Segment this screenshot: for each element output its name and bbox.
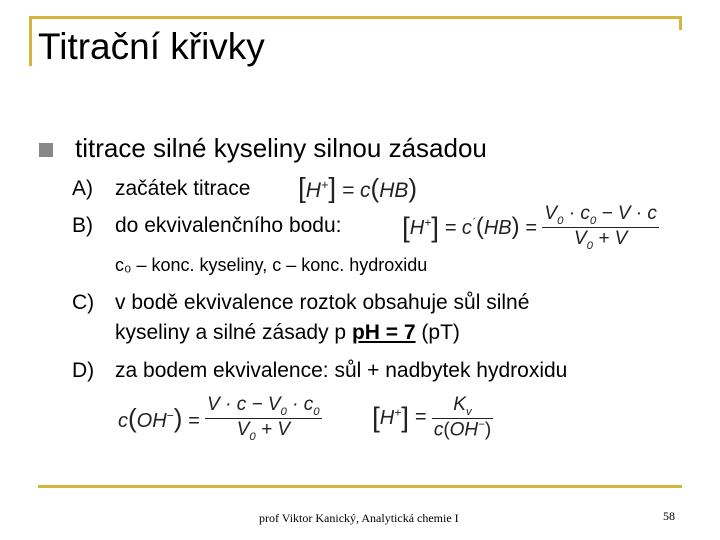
bullet-square-icon: [39, 143, 53, 157]
item-c-line2: [115, 322, 460, 343]
marker-b: B): [72, 214, 93, 237]
ph-value: pH = 7: [351, 321, 416, 344]
item-d-text: za bodem ekvivalence: sůl + nadbytek hydroxidu: [115, 359, 568, 382]
footer-author: prof Viktor Kanický, Analytická chemie I: [259, 511, 459, 525]
equation-b: [H+] = c´(HB) = $\frac{V_0 \cdot c_0 - V \cdot c}{V_0 + V}$: [402, 203, 657, 252]
marker-a: A): [72, 177, 93, 200]
frame-left-line: [29, 16, 32, 66]
frame-right-line: [679, 16, 682, 30]
marker-c: C): [72, 291, 95, 314]
equation-d-hydrogen: [H+] = $\frac{K_v}{c(OH^-)}$: [372, 394, 492, 441]
item-a-text: začátek titrace: [115, 177, 251, 200]
bullet-text: titrace silné kyseliny silnou zásadou: [75, 133, 487, 163]
marker-d: D): [72, 359, 95, 382]
page-number: 58: [663, 509, 675, 523]
footer-line: [38, 485, 682, 488]
equation-d-hydroxide: c(OH−) = $\frac{V \cdot c - V_0 \cdot c_0}{V_0 + V}$: [118, 394, 320, 443]
item-c-line2-a: kyseliny a silné zásady p: [115, 321, 352, 344]
frame-top-line: [29, 16, 682, 19]
slide-title: Titrační křivky: [38, 26, 265, 67]
item-b-text: do ekvivalenčního bodu:: [115, 214, 342, 237]
item-c-line1: v bodě ekvivalence roztok obsahuje sůl silné: [115, 291, 530, 314]
equation-a: [H+] = c(HB): [298, 172, 418, 203]
concentration-note: c₀ – konc. kyseliny, c – konc. hydroxidu: [115, 255, 428, 275]
item-c-line2-c: (pT): [415, 321, 460, 344]
